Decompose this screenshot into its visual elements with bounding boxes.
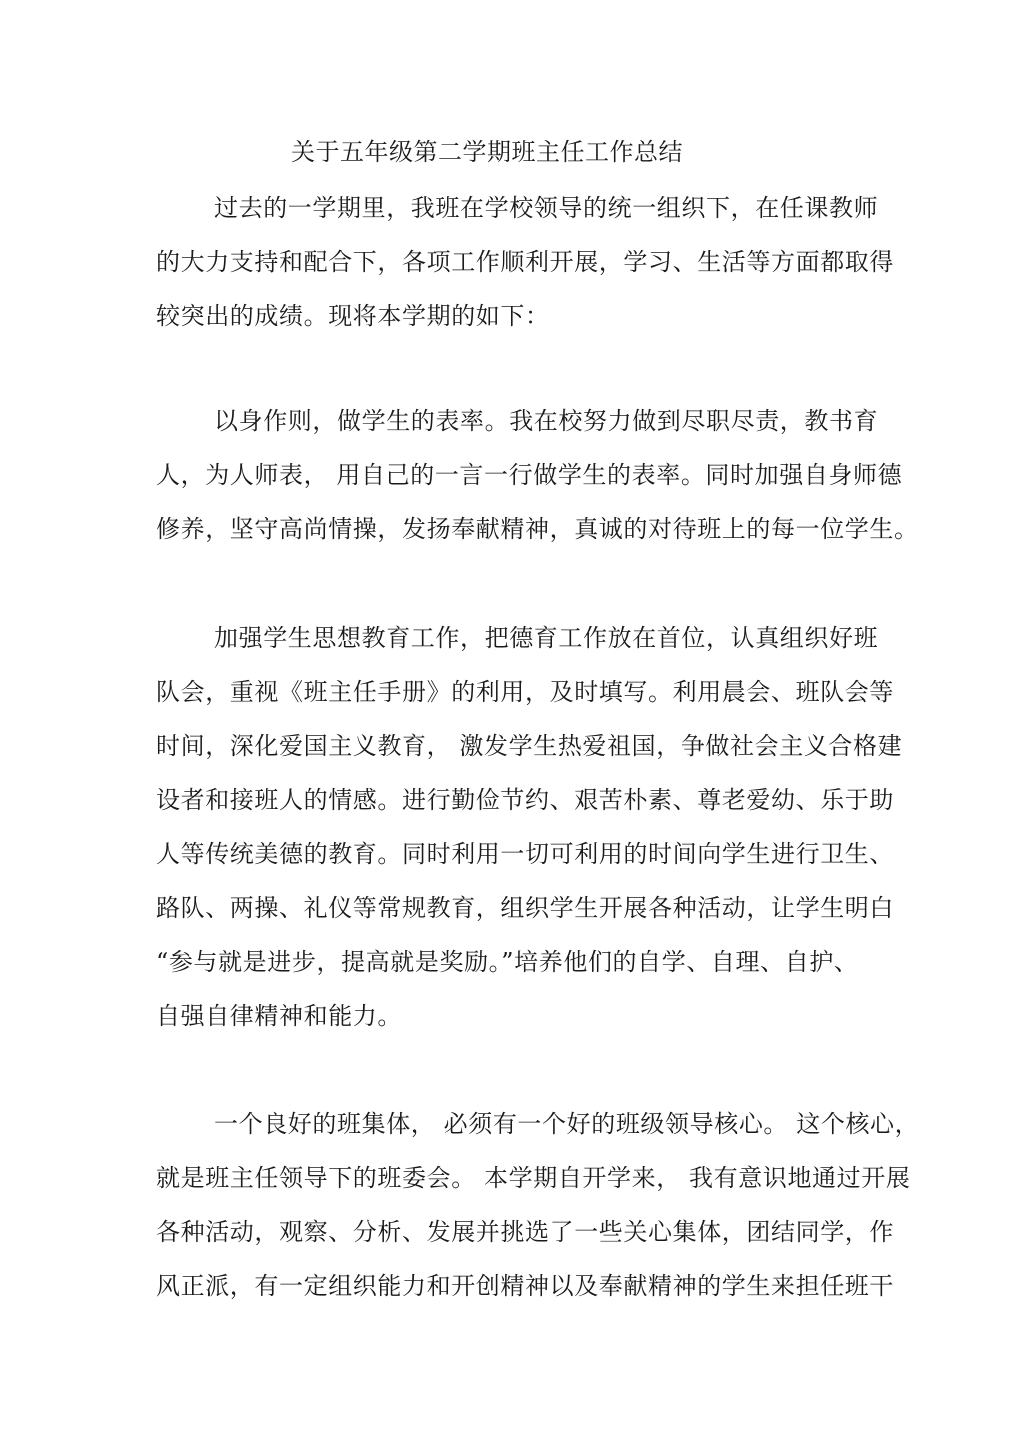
paragraph-line: “参与就是进步，提高就是奖励。”培养他们的自学、自理、自护、	[156, 948, 859, 976]
paragraph-line: 风正派，有一定组织能力和开创精神以及奉献精神的学生来担任班干	[156, 1272, 894, 1300]
document-title: 关于五年级第二学期班主任工作总结	[291, 138, 683, 166]
paragraph-line: 路队、两操、礼仪等常规教育，组织学生开展各种活动，让学生明白	[156, 894, 894, 922]
paragraph-line: 一个良好的班集体， 必须有一个好的班级领导核心。 这个核心，	[214, 1110, 920, 1138]
paragraph-line: 过去的一学期里，我班在学校领导的统一组织下，在任课教师	[214, 194, 879, 222]
paragraph-line: 设者和接班人的情感。进行勤俭节约、艰苦朴素、尊老爱幼、乐于助	[156, 786, 894, 814]
paragraph-line: 各种活动，观察、分析、发展并挑选了一些关心集体，团结同学，作	[156, 1218, 894, 1246]
paragraph-line: 的大力支持和配合下，各项工作顺利开展，学习、生活等方面都取得	[156, 248, 894, 276]
paragraph-line: 以身作则，做学生的表率。我在校努力做到尽职尽责，教书育	[214, 407, 879, 435]
paragraph-line: 时间，深化爱国主义教育， 激发学生热爱祖国，争做社会主义合格建	[156, 732, 903, 760]
paragraph-line: 修养，坚守高尚情操，发扬奉献精神，真诚的对待班上的每一位学生。	[156, 515, 919, 543]
paragraph-line: 就是班主任领导下的班委会。 本学期自开学来， 我有意识地通过开展	[156, 1164, 911, 1192]
paragraph-line: 自强自律精神和能力。	[156, 1002, 402, 1030]
paragraph-line: 人，为人师表， 用自己的一言一行做学生的表率。同时加强自身师德	[156, 461, 903, 489]
paragraph-line: 较突出的成绩。现将本学期的如下：	[156, 302, 550, 330]
paragraph-line: 队会，重视《班主任手册》的利用，及时填写。利用晨会、班队会等	[156, 678, 894, 706]
paragraph-line: 加强学生思想教育工作，把德育工作放在首位，认真组织好班	[214, 624, 879, 652]
paragraph-line: 人等传统美德的教育。同时利用一切可利用的时间向学生进行卫生、	[156, 840, 894, 868]
